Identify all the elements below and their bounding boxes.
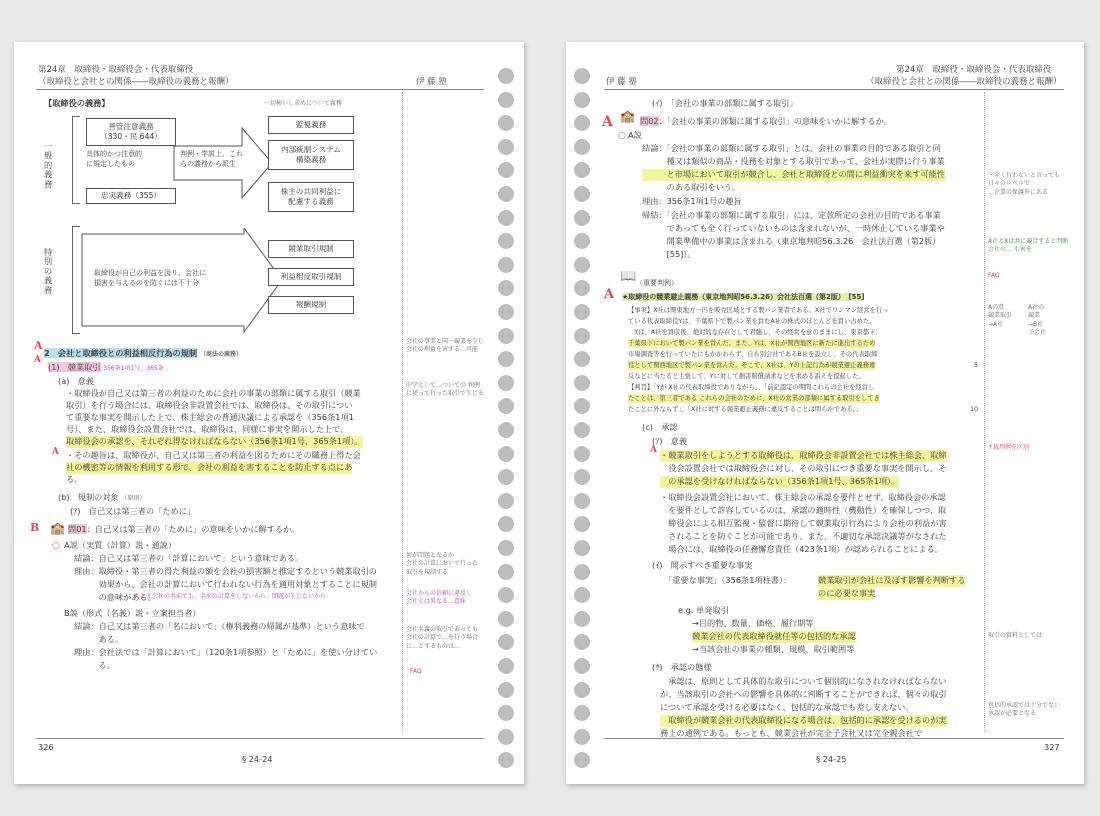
margin-note: 会社からの信頼に違反し 会社とは異なる…意味: [406, 590, 473, 606]
case-line: 反などに当たると主張して、Yに対して損害賠償請求などを求める訴えを提起した。: [628, 373, 865, 380]
general-duty-label: 一般的義務: [44, 141, 53, 189]
supplement-line: 開業準備中の事業は含まれる（東京地判昭56.3.26 会社法百選（第2版）: [642, 236, 941, 246]
binder-hole: [574, 139, 590, 155]
supplement-line: 帰結：「会社の事業の部類に属する取引」には、定款所定の会社の目的である事業: [642, 210, 941, 220]
b-line: ある。: [74, 634, 124, 644]
binder-hole: [498, 729, 514, 745]
page-ref: § 24-25: [816, 754, 847, 764]
pc1-line: ・競業取引をしようとする取締役は、取締役会非設置会社では株主総会、取締: [660, 450, 947, 460]
binder-hole: [498, 493, 514, 509]
pc2-line: 場合には、取締役の任務懈怠責任（423条1項）が認められることによる。: [660, 544, 943, 554]
binder-hole: [574, 587, 590, 603]
page-ref: § 24-24: [242, 754, 273, 764]
header-rule: [604, 89, 1064, 90]
line-number: 5: [974, 362, 979, 369]
binder-hole: [498, 611, 514, 627]
conclusion-line: 結論：「会社の事業の部類に属する取引」とは、会社の事業の目的である取引と同: [642, 143, 941, 153]
binder-holes-left: [498, 54, 520, 772]
case-header: （重要判例）: [636, 279, 678, 287]
author-label: 伊 藤 塾: [416, 77, 447, 87]
binder-hole: [498, 658, 514, 674]
box-shareholder: 株主の共同利益に 配慮する義務: [268, 182, 354, 212]
binder-hole: [498, 115, 514, 131]
margin-note: 何が問題となるか 会社の計算において行った 取引を規制する: [406, 552, 479, 576]
binder-hole: [498, 705, 514, 721]
binder-hole: [574, 682, 590, 698]
chapter-subheader: （取締役と会社との関係――取締役の義務と報酬）: [38, 77, 234, 87]
margin-line: [984, 92, 985, 732]
a-line: の意味がある。: [74, 592, 156, 602]
case-line: 【判旨】「Yが X社の代表取締役でありながら」、「前記認定の期間これらの会社を経営し: [628, 384, 875, 391]
box-loyalty-duty: 忠実義務（355）: [86, 188, 176, 204]
p1-line: ・取締役が自己又は第三者の利益のために会社の事業の部類に属する取引（競業: [66, 388, 361, 398]
case-line: ている代表取締役Yは、千葉県下で製パン業を営むA社の株式のほとんどを買い占めた。: [628, 318, 876, 325]
binder-hole: [574, 257, 590, 273]
pen-mark-a2: A: [34, 355, 41, 365]
binder-hole: [498, 398, 514, 414]
insufficient-text: 取締役が自己の利益を図り、会社に 損害を与えるのを防ぐには不十分: [94, 269, 206, 288]
fact-line: 競業取引が会社に及ぼす影響を判断する: [818, 575, 966, 585]
binder-hole: [574, 634, 590, 650]
binder-hole: [574, 446, 590, 462]
margin-note: A社の 競業 →B社 子会社: [1028, 304, 1047, 337]
b-line: 理由：会社法では「計算において」（120条1項参照）と「ために」を使い分けてい: [74, 647, 378, 657]
binder-hole: [498, 280, 514, 296]
pc2-line: を要件として許容しているのは、承認の適時性（機動性）を確保しつつ、取: [660, 505, 947, 515]
case-line: Yは、A社を買収後、絶対的な存在として君臨し、その経営を意のままにし、東京都下、: [628, 329, 882, 336]
binder-hole: [498, 351, 514, 367]
circle-mark: ○: [52, 541, 60, 551]
pen-mark-a3: A: [52, 447, 59, 457]
q02-label: 問02: [640, 116, 659, 126]
subsection-competition-note: 356条1項1号、365条: [103, 365, 164, 372]
binder-hole: [574, 540, 590, 556]
binder-hole: [574, 564, 590, 580]
margin-note: ↑裁判例を区別: [988, 444, 1030, 451]
pen-mark-a: A: [34, 339, 43, 352]
page-number: 326: [38, 742, 54, 752]
for-heading: (ｱ) 自己又は第三者の「ために」: [70, 506, 196, 516]
reason-line: 理由：356条1項1号の趣旨: [642, 196, 742, 206]
conclusion-line: 種又は類似の商品・役務を対象とする取引であって、会社が実際に行う事業: [642, 156, 945, 166]
binder-hole: [498, 446, 514, 462]
p2-line: ・その趣旨は、取締役が、自己又は第三者の利益を図るためにその職務上得た会: [66, 450, 361, 460]
margin-tag: FAQ: [410, 668, 422, 675]
binder-hole: [498, 139, 514, 155]
conclusion-line: と市場において取引が競合し、会社と取締役との間に利益衝突を来す可能性: [642, 169, 945, 179]
derive-text: 判例・学説上、これ らの義務から派生: [180, 150, 243, 168]
line-number: 10: [970, 406, 979, 413]
binder-hole: [574, 210, 590, 226]
margin-note: 包括的承認では十分でない 承認が必要となる: [988, 702, 1061, 718]
a-line: 効果から、会社の計算において行われない行為を適用対象とすることに規制: [74, 579, 377, 589]
q02-text: ：「会社の事業の部類に属する取引」の意味をいかに解するか。: [658, 116, 892, 126]
fact-label: 「重要な事実」（356条1項柱書）：: [664, 575, 792, 585]
binder-hole: [574, 186, 590, 202]
binder-hole: [574, 304, 590, 320]
p2-line: 社の機密等の情報を利用する形で、会社の利益を害することを防止する点にあ: [66, 462, 353, 472]
margin-note: 会社の事業と同一競業を生じ 会社の利益を害する…可能: [406, 338, 485, 354]
p2-line: る。: [66, 474, 83, 484]
footer-rule: [604, 738, 1064, 739]
binder-hole: [574, 729, 590, 745]
supplement-line: であっても全く行っていないものは含まれないが、一時休止している事業や: [642, 223, 945, 233]
case-line: たことは、第三者である これらの会社のために、X社の営業の部類に属する取引をしてき: [628, 395, 880, 402]
binder-hole: [574, 752, 590, 768]
book-icon: 📖: [620, 269, 637, 284]
bracket-2: [72, 226, 80, 334]
binder-hole: [574, 375, 590, 391]
binder-hole: [498, 304, 514, 320]
a-theory: A説（実質（計算）説・通説）: [64, 540, 177, 550]
meaning-heading: (ｱ) 意義: [652, 436, 688, 446]
pc3-line: 承認は、原則として具体的な取引について個別的になされなければならない: [660, 676, 947, 686]
b-line: る。: [74, 660, 115, 670]
case-line: 【事実】X社は関東地方一円を販売区域とする製パン業者である。X社でワンマン経営を行っ: [628, 307, 889, 314]
binder-hole: [498, 634, 514, 650]
eg-label: e.g. 単発取引: [678, 605, 729, 615]
binder-hole: [498, 469, 514, 485]
bracket-1: [72, 116, 80, 204]
section-title: 【取締役の義務】: [44, 98, 110, 108]
a-theory: A説: [628, 130, 642, 140]
q01-label: 問01: [68, 524, 87, 534]
q01-text: ：自己又は第三者の「ために」の意味をいかに解するか。: [86, 524, 300, 534]
pen-mark-a: A: [602, 114, 613, 130]
box-internal-control: 内部統制システム 構築義務: [268, 140, 354, 170]
binder-hole: [498, 233, 514, 249]
margin-note: Aの意 競業取引 →A社: [988, 304, 1013, 328]
binder-hole: [574, 233, 590, 249]
chapter-header: 第24章 取締役・取締役会・代表取締役: [896, 65, 1052, 75]
binder-hole: [498, 587, 514, 603]
binder-hole: [498, 68, 514, 84]
binder-hole: [498, 752, 514, 768]
case-line: たことに外ならず」、「X社に対する競業避止義務に違反することは明らかである。」: [628, 406, 863, 413]
binder-hole: [574, 162, 590, 178]
pen-mark-a3: A: [650, 445, 657, 455]
circle-mark: ○: [618, 131, 626, 141]
pc1-line: の承認を受けなければならない（356条1項1号、365条1項）。: [660, 476, 900, 486]
binder-hole: [574, 705, 590, 721]
p1-line: 取締役会の承認を、それぞれ得なければならない（356条1項1号、365条1項）。: [66, 436, 363, 446]
conclusion-line: のある取引をいう。: [642, 182, 741, 192]
left-page: [14, 42, 524, 784]
margin-note: 取引の資料としては: [988, 632, 1043, 639]
binder-hole: [498, 422, 514, 438]
margin-note: A社とXは共に競合すると判断 会社の… も害を: [988, 238, 1069, 254]
binder-hole: [498, 328, 514, 344]
handwritten-note-top: 一切検いし求めについて義務: [264, 100, 342, 107]
pc2-line: ・取締役会設置会社において、株主総会の承認を要件とせず、取締役会の承認: [660, 492, 946, 502]
case-line: 役として関西地区で製パン業を営んだ。そこで、X社は、Yの上記行為が競業避止義務違: [628, 362, 876, 369]
binder-hole: [574, 398, 590, 414]
margin-note: ・全く行わないと言っても 日々のレベルで …企業の保護外にある: [988, 172, 1061, 196]
fact-line: のに必要な事実: [818, 588, 876, 598]
chapter-subheader: （取締役と会社との関係――取締役の義務と報酬）: [866, 77, 1062, 87]
binder-hole: [574, 493, 590, 509]
binder-hole: [574, 351, 590, 367]
binder-hole: [498, 257, 514, 273]
binder-hole: [498, 682, 514, 698]
pen-mark-b: B: [30, 521, 40, 534]
p1-line: て重要な事実を開示した上で、株主総会の普通決議による承認を（356条1項1: [66, 412, 354, 422]
a-line: 理由：取締役・第三者の得た利益の額を会社の損害額と推定するという競業取引の: [74, 566, 377, 576]
target-note: （原則）: [121, 495, 146, 502]
b-theory: B説（形式（名義）説・立案担当者）: [64, 608, 201, 618]
disclosure-heading: (ｲ) 開示すべき重要な事実: [652, 560, 753, 570]
right-page: [566, 42, 1084, 784]
binder-hole: [574, 68, 590, 84]
student-icon: 🏫: [50, 521, 65, 535]
specific-note: 具体的かつ注意的 に規定したもの: [86, 150, 142, 168]
approval-heading: (c) 承認: [642, 422, 678, 432]
a-line: 結論：自己又は第三者の「計算において」という意味である。: [74, 553, 304, 563]
subsection-competition: (1) 競業取引: [48, 362, 101, 372]
binder-hole: [498, 162, 514, 178]
pc2-line: されることを防ぐことが可能であり、また、不適切な承認決議等がなされた: [660, 531, 947, 541]
case-line: 千葉県下において製パン業を営んだ。また、Yは、X社が関西地区に新たに進出するため: [628, 340, 876, 347]
binder-hole: [574, 328, 590, 344]
pc2-line: 締役会による相互監視・監督に期待して競業取引行為により会社の利益が害: [660, 518, 947, 528]
pc3-line: 取締役が競業会社の代表取締役になる場合は、包括的に承認を受けるのが実: [660, 715, 947, 725]
binder-hole: [574, 280, 590, 296]
page-number: 327: [1044, 742, 1060, 752]
pc3-line: について承認を受ける必要はなく、包括的な承認でも差し支えない。: [660, 702, 914, 712]
binder-hole: [498, 540, 514, 556]
section-2-note: （商法の義務）: [199, 351, 242, 358]
eg-line: 競業会社の代表取締役就任等の包括的な承認: [692, 631, 856, 641]
b-line: 結論：自己又は第三者の「名において」（権利義務の帰属が基準）という意味で: [74, 621, 365, 631]
binder-hole: [574, 658, 590, 674]
binder-hole: [498, 564, 514, 580]
case-line: 市場調査等を行っていたにもかかわらず、自ら別会社であるB社を設立し、その代表取締: [628, 351, 878, 358]
eg-line: →当該会社の事業の種類、規模、取引範囲等: [692, 644, 855, 654]
meaning-heading: (a) 意義: [58, 376, 94, 386]
author-label: 伊 藤 塾: [606, 77, 637, 87]
margin-note: 中学として…ついての 判例 に従って行った取引で生じる: [406, 382, 485, 398]
binder-hole: [574, 422, 590, 438]
p1-line: 号）、また、取締役会設置会社では、取締役は、同様に事実を開示した上で、: [66, 424, 349, 434]
header-rule: [36, 89, 484, 90]
margin-note: FAQ: [988, 272, 1000, 279]
binder-hole: [574, 92, 590, 108]
margin-note: 会社名義の取引であっても 会社の計算で…を行う場合 に…とするものは…: [406, 626, 479, 650]
box-conflict: 利益相反取引規制: [268, 268, 354, 286]
pc3-line: 務上の通例である。もっとも、競業会社が完全子会社又は完全親会社で: [660, 728, 923, 738]
binder-hole: [574, 516, 590, 532]
p1-line: 取引）を行う場合には、取締役会非設置会社では、取締役は、その取引につい: [66, 400, 353, 410]
binder-hole: [498, 516, 514, 532]
handwritten-a-note: たとえ会社の名前でも、名前の計算をしないから、問題が生じないから: [134, 593, 327, 600]
chapter-header: 第24章 取締役・取締役会・代表取締役: [38, 65, 194, 75]
approval-mode-heading: (ｳ) 承認の態様: [652, 662, 712, 672]
box-compensation: 報酬規制: [268, 296, 354, 314]
item-ii-heading: (ｲ) 「会社の事業の部類に属する取引」: [652, 98, 798, 108]
supplement-line: [55]）。: [642, 249, 696, 259]
binder-hole: [574, 115, 590, 131]
box-competition: 競業取引規制: [268, 240, 354, 258]
box-monitor: 監視義務: [268, 116, 354, 134]
box-care-duty: 善管注意義務 （330・民 644）: [86, 118, 176, 146]
binder-hole: [498, 375, 514, 391]
pc1-line: 役会設置会社では取締役会に対し、その取引につき重要な事実を開示し、そ: [660, 463, 947, 473]
pc3-line: が、当該取引の会社への影響を具体的に判断することができれば、個々の取引: [660, 689, 947, 699]
pen-mark-a2: A: [604, 287, 615, 302]
binder-hole: [574, 469, 590, 485]
special-duty-label: 特別の義務: [44, 247, 53, 295]
binder-hole: [498, 186, 514, 202]
target-heading: (b) 規制の対象: [58, 492, 119, 502]
section-2-heading: 2 会社と取締役との利益相反行為の規制: [44, 348, 198, 358]
margin-line: [402, 92, 403, 732]
eg-line: →目的物、数量、価格、履行期等: [692, 618, 814, 628]
student-icon: 🏫: [620, 109, 635, 123]
footer-rule: [36, 738, 484, 739]
binder-hole: [498, 92, 514, 108]
binder-hole: [498, 210, 514, 226]
binder-holes-right: [574, 54, 596, 772]
case-title: ★取締役の競業避止義務（東京地判昭56.3.26）会社法百選（第2版） [55]: [622, 293, 865, 301]
binder-hole: [574, 611, 590, 627]
